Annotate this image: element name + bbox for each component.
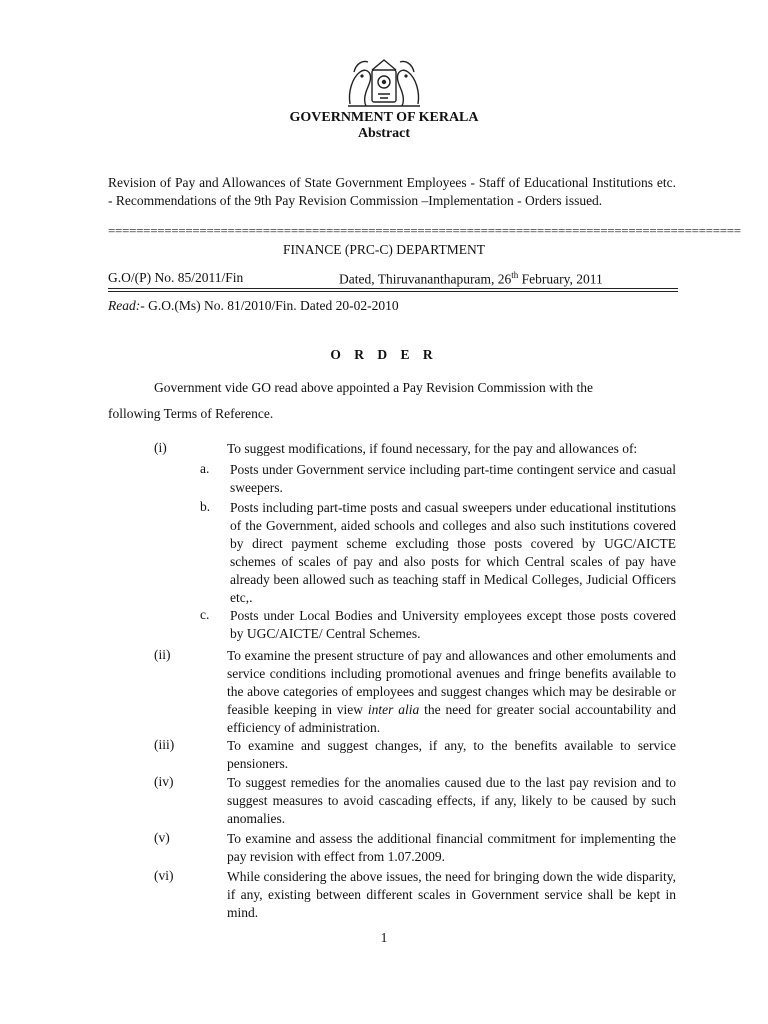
intro-line-1: Government vide GO read above appointed a Pay Revision Commission with the (154, 380, 594, 395)
sub-item-letter: c. (200, 607, 210, 622)
term-text: To examine and assess the additional financial commitment for implementing the pay revision with effect from 1.07.2009. (227, 831, 676, 864)
government-title: GOVERNMENT OF KERALA (289, 110, 479, 125)
department-name: FINANCE (PRC-C) DEPARTMENT (283, 242, 485, 257)
term-number: (vi) (154, 868, 174, 883)
term-text: To suggest remedies for the anomalies caused due to the last pay revision and to suggest measures to avoid cascading effects, if any, likely to be caused by such anomalies. (227, 775, 676, 826)
term-number: (ii) (154, 647, 171, 662)
sub-item-text: Posts under Government service including part-time contingent service and casual sweepers. (230, 462, 676, 495)
go-date-suffix: February, 2011 (518, 271, 603, 287)
abstract-title: Abstract (357, 126, 411, 141)
term-text: To suggest modifications, if found necessary, for the pay and allowances of: (227, 441, 638, 456)
term-text: While considering the above issues, the need for bringing down the wide disparity, if any, existing between different scales in Government service shall be kept in mind. (227, 869, 676, 920)
term-number: (i) (154, 440, 167, 455)
term-text-part: the need for greater social accountability and efficiency of administration. (227, 702, 676, 735)
sub-item-text: Posts under Local Bodies and University employees except those posts covered by UGC/AICTE/ Central Schemes. (230, 608, 676, 641)
kerala-emblem-icon (342, 52, 426, 110)
subject-text: Revision of Pay and Allowances of State Government Employees - Staff of Educational Institutions etc. - Recommendations of the 9th Pay Revision Commission –Implementation - Orders issued. (108, 175, 676, 208)
separator-line: ========================================================================================== (108, 223, 741, 238)
term-number: (iv) (154, 774, 174, 789)
go-date-prefix: Dated, Thiruvananthapuram, 26 (339, 271, 512, 287)
intro-line-2: following Terms of Reference. (108, 406, 274, 421)
term-text (227, 647, 676, 737)
divider-bottom (108, 291, 678, 292)
page-number: 1 (380, 930, 388, 945)
read-text: G.O.(Ms) No. 81/2010/Fin. Dated 20-02-2010 (148, 298, 399, 313)
sub-item-letter: b. (200, 499, 211, 514)
sub-item-letter: a. (200, 461, 210, 476)
sub-item-text: Posts including part-time posts and casual sweepers under educational institutions of the Government, aided schools and colleges and also such institutions covered by direct payment scheme excluding those posts covered by UGC/AICTE schemes of scales of pay and also posts for which Central scales of pay have already been allowed such as teaching staff in Medical Colleges, Judicial Officers etc,. (230, 500, 676, 605)
go-date-sup: th (511, 270, 519, 280)
term-text: To examine and suggest changes, if any, to the benefits available to service pensioners. (227, 738, 676, 771)
order-title: O R D E R (330, 347, 438, 362)
term-text-part: To examine the present structure of pay and allowances and other emoluments and service conditions including promotional avenues and fringe benefits available to the above categories of employees and suggest changes which may be desirable or feasible keeping in view (227, 648, 676, 717)
read-label: Read:- (108, 298, 145, 313)
term-number: (iii) (154, 737, 175, 752)
term-text-italic: inter alia (367, 702, 420, 717)
go-date (339, 270, 603, 288)
go-number: G.O/(P) No. 85/2011/Fin (108, 270, 244, 285)
read-reference (108, 298, 399, 314)
divider-top (108, 288, 678, 289)
go-row (108, 270, 676, 288)
term-number: (v) (154, 830, 170, 845)
